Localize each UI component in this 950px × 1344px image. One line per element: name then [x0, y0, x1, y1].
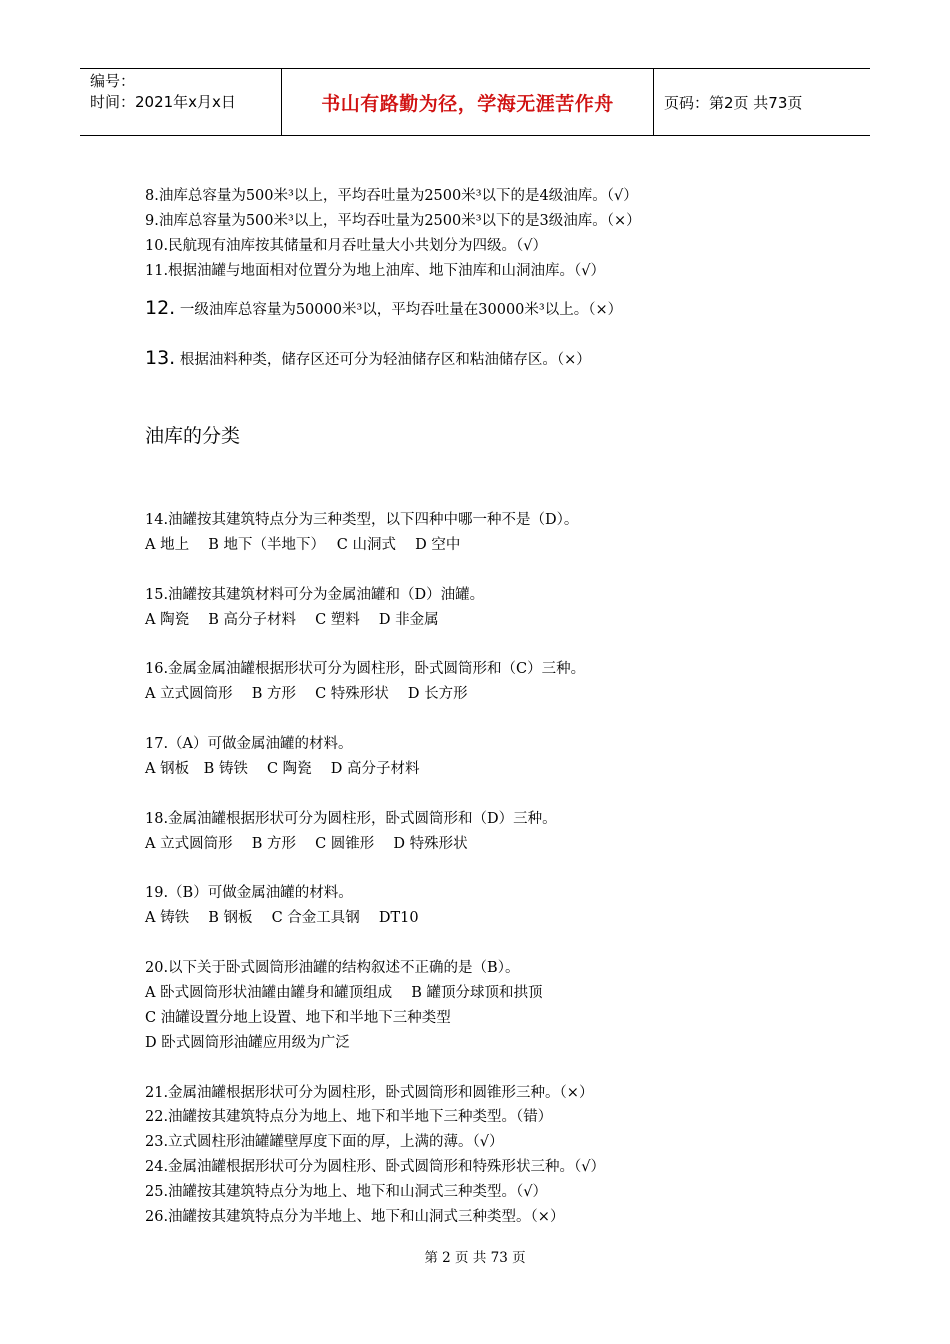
item-21: 21.金属油罐根据形状可分为圆柱形，卧式圆筒形和圆锥形三种。（×）	[145, 1085, 594, 1101]
section-title: 油库的分类	[145, 425, 241, 447]
options-18: A 立式圆筒形 B 方形 C 圆锥形 D 特殊形状	[145, 836, 468, 852]
item-13	[145, 348, 591, 370]
question-17: 17.（A）可做金属油罐的材料。	[145, 736, 353, 752]
page-info: 页码：第2页 共73页	[664, 93, 803, 112]
motto: 书山有路勤为径，学海无涯苦作舟	[282, 69, 654, 135]
options-14: A 地上 B 地下（半地下） C 山洞式 D 空中	[145, 537, 461, 553]
page-footer: 第 2 页 共 73 页	[424, 1250, 526, 1266]
question-18: 18.金属油罐根据形状可分为圆柱形，卧式圆筒形和（D）三种。	[145, 811, 557, 827]
item-10: 10.民航现有油库按其储量和月吞吐量大小共划分为四级。（√）	[145, 238, 548, 254]
item-24: 24.金属油罐根据形状可分为圆柱形、卧式圆筒形和特殊形状三种。（√）	[145, 1159, 606, 1175]
item-23: 23.立式圆柱形油罐罐壁厚度下面的厚，上满的薄。（√）	[145, 1134, 504, 1150]
item-8: 8.油库总容量为500米³以上，平均吞吐量为2500米³以下的是4级油库。（√）	[145, 188, 638, 204]
item-13-number: 13.	[145, 347, 176, 369]
options-19: A 铸铁 B 钢板 C 合金工具钢 DT10	[145, 910, 419, 926]
item-25: 25.油罐按其建筑特点分为地上、地下和山洞式三种类型。（√）	[145, 1184, 548, 1200]
time-label: 时间：2021年x月x日	[90, 93, 236, 111]
number-label: 编号：	[90, 72, 136, 90]
item-22: 22.油罐按其建筑特点分为地上、地下和半地下三种类型。（错）	[145, 1109, 553, 1125]
header-left-cell	[80, 69, 282, 135]
item-9: 9.油库总容量为500米³以上，平均吞吐量为2500米³以下的是3级油库。（×）	[145, 213, 641, 229]
item-26: 26.油罐按其建筑特点分为半地上、地下和山洞式三种类型。（×）	[145, 1209, 565, 1225]
question-14: 14.油罐按其建筑特点分为三种类型，以下四种中哪一种不是（D）。	[145, 512, 579, 528]
options-17: A 钢板 B 铸铁 C 陶瓷 D 高分子材料	[145, 761, 420, 777]
question-16: 16.金属金属油罐根据形状可分为圆柱形，卧式圆筒形和（C）三种。	[145, 661, 586, 677]
options-20-d: D 卧式圆筒形油罐应用级为广泛	[145, 1035, 350, 1051]
page-header	[80, 68, 870, 136]
item-12-number: 12.	[145, 297, 176, 319]
item-13-text: 根据油料种类，储存区还可分为轻油储存区和粘油储存区。（×）	[179, 352, 591, 368]
options-15: A 陶瓷 B 高分子材料 C 塑料 D 非金属	[145, 612, 439, 628]
item-12-text: 一级油库总容量为50000米³以，平均吞吐量在30000米³以上。（×）	[179, 302, 623, 318]
options-20-c: C 油罐设置分地上设置、地下和半地下三种类型	[145, 1010, 451, 1026]
question-19: 19.（B）可做金属油罐的材料。	[145, 885, 353, 901]
item-12	[145, 298, 622, 320]
question-20: 20.以下关于卧式圆筒形油罐的结构叙述不正确的是（B）。	[145, 960, 520, 976]
item-11: 11.根据油罐与地面相对位置分为地上油库、地下油库和山洞油库。（√）	[145, 263, 606, 279]
question-15: 15.油罐按其建筑材料可分为金属油罐和（D）油罐。	[145, 587, 485, 603]
options-16: A 立式圆筒形 B 方形 C 特殊形状 D 长方形	[145, 686, 468, 702]
options-20-ab: A 卧式圆筒形状油罐由罐身和罐顶组成 B 罐顶分球顶和拱顶	[145, 985, 543, 1001]
